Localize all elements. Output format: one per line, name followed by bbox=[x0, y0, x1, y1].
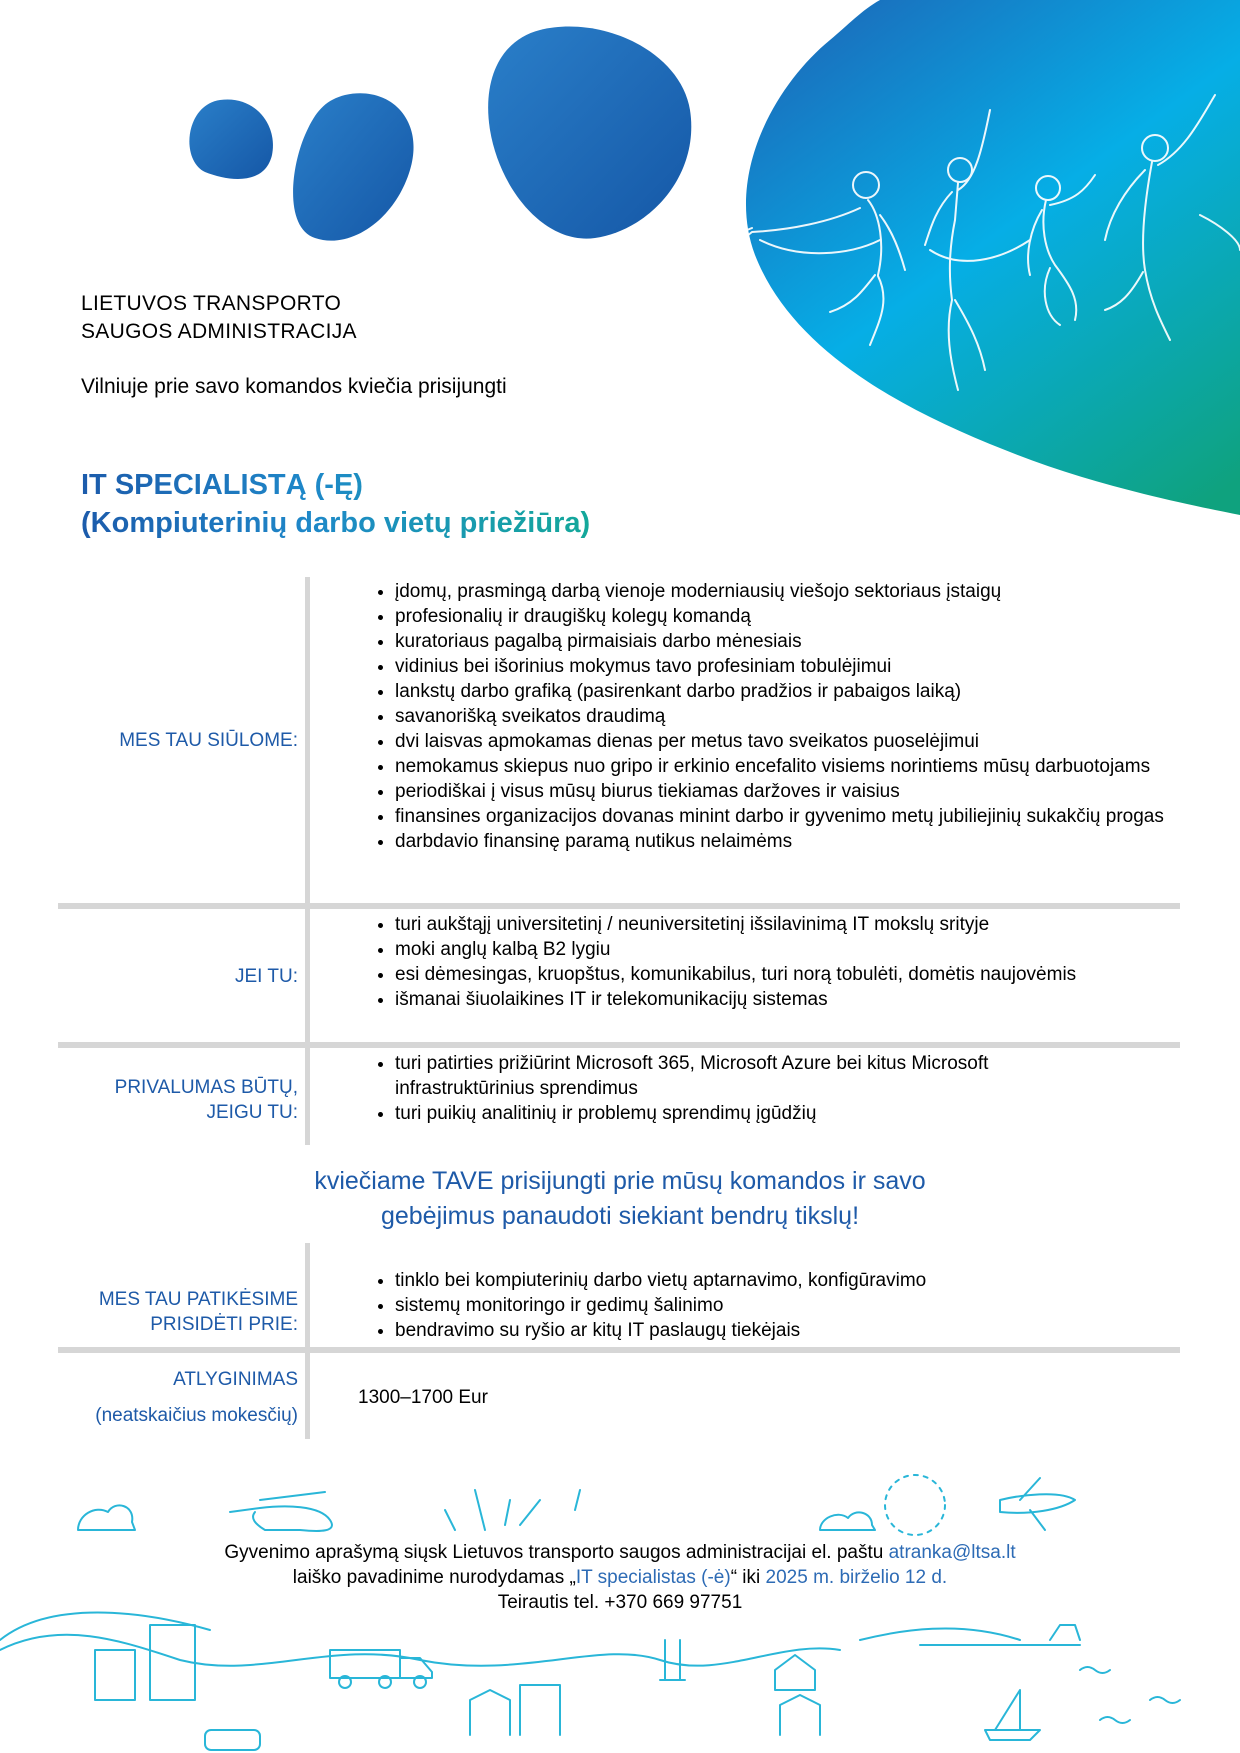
road-curve bbox=[0, 1635, 840, 1666]
salary-label-title: ATLYGINIMAS bbox=[173, 1369, 298, 1390]
list-item: • bendravimo su ryšio ar kitų IT paslaugų tiekėjais bbox=[395, 1318, 1180, 1343]
offer-label: MES TAU SIŪLOME: bbox=[119, 730, 298, 751]
offer-list bbox=[358, 579, 1180, 854]
duties-label bbox=[58, 1287, 298, 1337]
requirements-list bbox=[358, 912, 1180, 1012]
salary-section bbox=[58, 1353, 1180, 1439]
cloud-icon bbox=[78, 1505, 135, 1530]
footer-phone: Teirautis tel. +370 669 97751 bbox=[497, 1592, 743, 1613]
truck-icon bbox=[330, 1650, 400, 1678]
organization-name-line2: SAUGOS ADMINISTRACIJA bbox=[81, 320, 357, 343]
duties-label-line1: MES TAU PATIKĖSIME bbox=[98, 1289, 298, 1310]
list-item: • turi aukštąjį universitetinį / neuniversitetinį išsilavinimą IT mokslų srityje bbox=[395, 912, 1180, 937]
job-title-line1: IT SPECIALISTĄ (-Ę) bbox=[81, 469, 363, 501]
salary-label bbox=[58, 1367, 298, 1428]
advantage-label-line2: JEIGU TU: bbox=[206, 1102, 298, 1123]
building-icon bbox=[95, 1650, 135, 1700]
contact-footer bbox=[120, 1540, 1120, 1615]
requirements-section bbox=[58, 909, 1180, 1042]
advantage-list bbox=[358, 1051, 1060, 1126]
job-title bbox=[81, 466, 590, 542]
section-divider-vertical bbox=[305, 1243, 310, 1347]
small-blob bbox=[189, 99, 273, 179]
offer-section bbox=[58, 577, 1180, 903]
medium-blob bbox=[293, 93, 413, 240]
section-divider-vertical bbox=[305, 909, 310, 1042]
ship-icon bbox=[920, 1625, 1080, 1645]
list-item: • kuratoriaus pagalbą pirmaisiais darbo mėnesiais bbox=[395, 629, 1180, 654]
footer-line1 bbox=[120, 1540, 1120, 1565]
callout-text bbox=[200, 1164, 1040, 1234]
sun-rays bbox=[445, 1490, 580, 1530]
salary-label-note: (neatskaičius mokesčių) bbox=[95, 1405, 298, 1426]
organization-name bbox=[81, 290, 357, 346]
list-item: • periodiškai į visus mūsų biurus tiekiamas daržoves ir vaisius bbox=[395, 779, 1180, 804]
callout-line1: kviečiame TAVE prisijungti prie mūsų komandos ir savo bbox=[314, 1167, 926, 1195]
building-icon bbox=[150, 1625, 195, 1700]
building-icon bbox=[780, 1695, 820, 1735]
organization-name-line1: LIETUVOS TRANSPORTO bbox=[81, 292, 342, 315]
email-link[interactable]: atranka@ltsa.lt bbox=[888, 1542, 1016, 1563]
list-item: • sistemų monitoringo ir gedimų šalinimo bbox=[395, 1293, 1180, 1318]
section-divider-vertical bbox=[305, 577, 310, 903]
list-item: • vidinius bei išorinius mokymus tavo profesiniam tobulėjimui bbox=[395, 654, 1180, 679]
list-item: • finansines organizacijos dovanas minint darbo ir gyvenimo metų jubiliejinių sukakčių progas bbox=[395, 804, 1180, 829]
car-icon bbox=[205, 1730, 260, 1750]
list-item: • savanorišką sveikatos draudimą bbox=[395, 704, 1180, 729]
requirements-label: JEI TU: bbox=[235, 966, 298, 987]
list-item: • turi patirties prižiūrint Microsoft 365, Microsoft Azure bei kitus Microsoft infrastruktūrinius sprendimus bbox=[395, 1051, 1060, 1101]
section-divider-vertical bbox=[305, 1353, 310, 1439]
footer-line1-text: Gyvenimo aprašymą siųsk Lietuvos transporto saugos administracijai el. paštu bbox=[224, 1542, 889, 1563]
list-item: • nemokamus skiepus nuo gripo ir erkinio encefalito visiems norintiems mūsų darbuotojams bbox=[395, 754, 1180, 779]
list-item: • išmanai šiuolaikines IT ir telekomunikacijų sistemas bbox=[395, 987, 1180, 1012]
list-item: • tinklo bei kompiuterinių darbo vietų aptarnavimo, konfigūravimo bbox=[395, 1268, 1180, 1293]
footer-line2-prefix: laiško pavadinime nurodydamas „ bbox=[292, 1567, 576, 1588]
advantage-section bbox=[58, 1048, 1180, 1145]
duties-list bbox=[358, 1268, 1180, 1343]
sailboat-icon bbox=[985, 1690, 1040, 1740]
advantage-label-line1: PRIVALUMAS BŪTŲ, bbox=[114, 1077, 298, 1098]
water-waves bbox=[1080, 1667, 1180, 1723]
list-item: • darbdavio finansinę paramą nutikus nelaimėms bbox=[395, 829, 1180, 854]
truck-cab bbox=[400, 1658, 432, 1678]
list-item: • įdomų, prasmingą darbą vienoje moderniausių viešojo sektoriaus įstaigų bbox=[395, 579, 1180, 604]
intro-text: Vilniuje prie savo komandos kviečia prisijungti bbox=[81, 375, 507, 398]
cloud-icon bbox=[820, 1512, 875, 1530]
footer-line2-mid: “ iki bbox=[730, 1567, 766, 1588]
list-item: • lankstų darbo grafiką (pasirenkant darbo pradžios ir pabaigos laiką) bbox=[395, 679, 1180, 704]
helicopter-icon bbox=[230, 1492, 332, 1531]
email-subject: IT specialistas (-ė) bbox=[575, 1567, 731, 1588]
list-item: • esi dėmesingas, kruopštus, komunikabilus, turi norą tobulėti, domėtis naujovėmis bbox=[395, 962, 1180, 987]
sun-icon bbox=[885, 1475, 945, 1535]
footer-line2 bbox=[120, 1565, 1120, 1590]
house-icon bbox=[775, 1655, 815, 1690]
section-divider-vertical bbox=[305, 1048, 310, 1145]
duties-label-line2: PRISIDĖTI PRIE: bbox=[150, 1314, 298, 1335]
salary-value: 1300–1700 Eur bbox=[358, 1387, 488, 1408]
large-blob bbox=[488, 27, 691, 239]
airplane-icon bbox=[1000, 1478, 1075, 1530]
hill-line bbox=[0, 1613, 1020, 1641]
building-icon bbox=[470, 1685, 560, 1735]
job-title-line2: (Kompiuterinių darbo vietų priežiūra) bbox=[81, 507, 591, 539]
deadline-date: 2025 m. birželio 12 d. bbox=[765, 1567, 948, 1588]
tower-icon bbox=[660, 1640, 685, 1680]
callout-line2: gebėjimus panaudoti siekiant bendrų tikslų! bbox=[380, 1202, 860, 1230]
list-item: • turi puikių analitinių ir problemų sprendimų įgūdžių bbox=[395, 1101, 1060, 1126]
advantage-label bbox=[58, 1075, 298, 1125]
list-item: • dvi laisvas apmokamas dienas per metus tavo sveikatos puoselėjimui bbox=[395, 729, 1180, 754]
list-item: • profesionalių ir draugiškų kolegų komandą bbox=[395, 604, 1180, 629]
duties-section bbox=[58, 1243, 1180, 1347]
list-item: • moki anglų kalbą B2 lygiu bbox=[395, 937, 1180, 962]
